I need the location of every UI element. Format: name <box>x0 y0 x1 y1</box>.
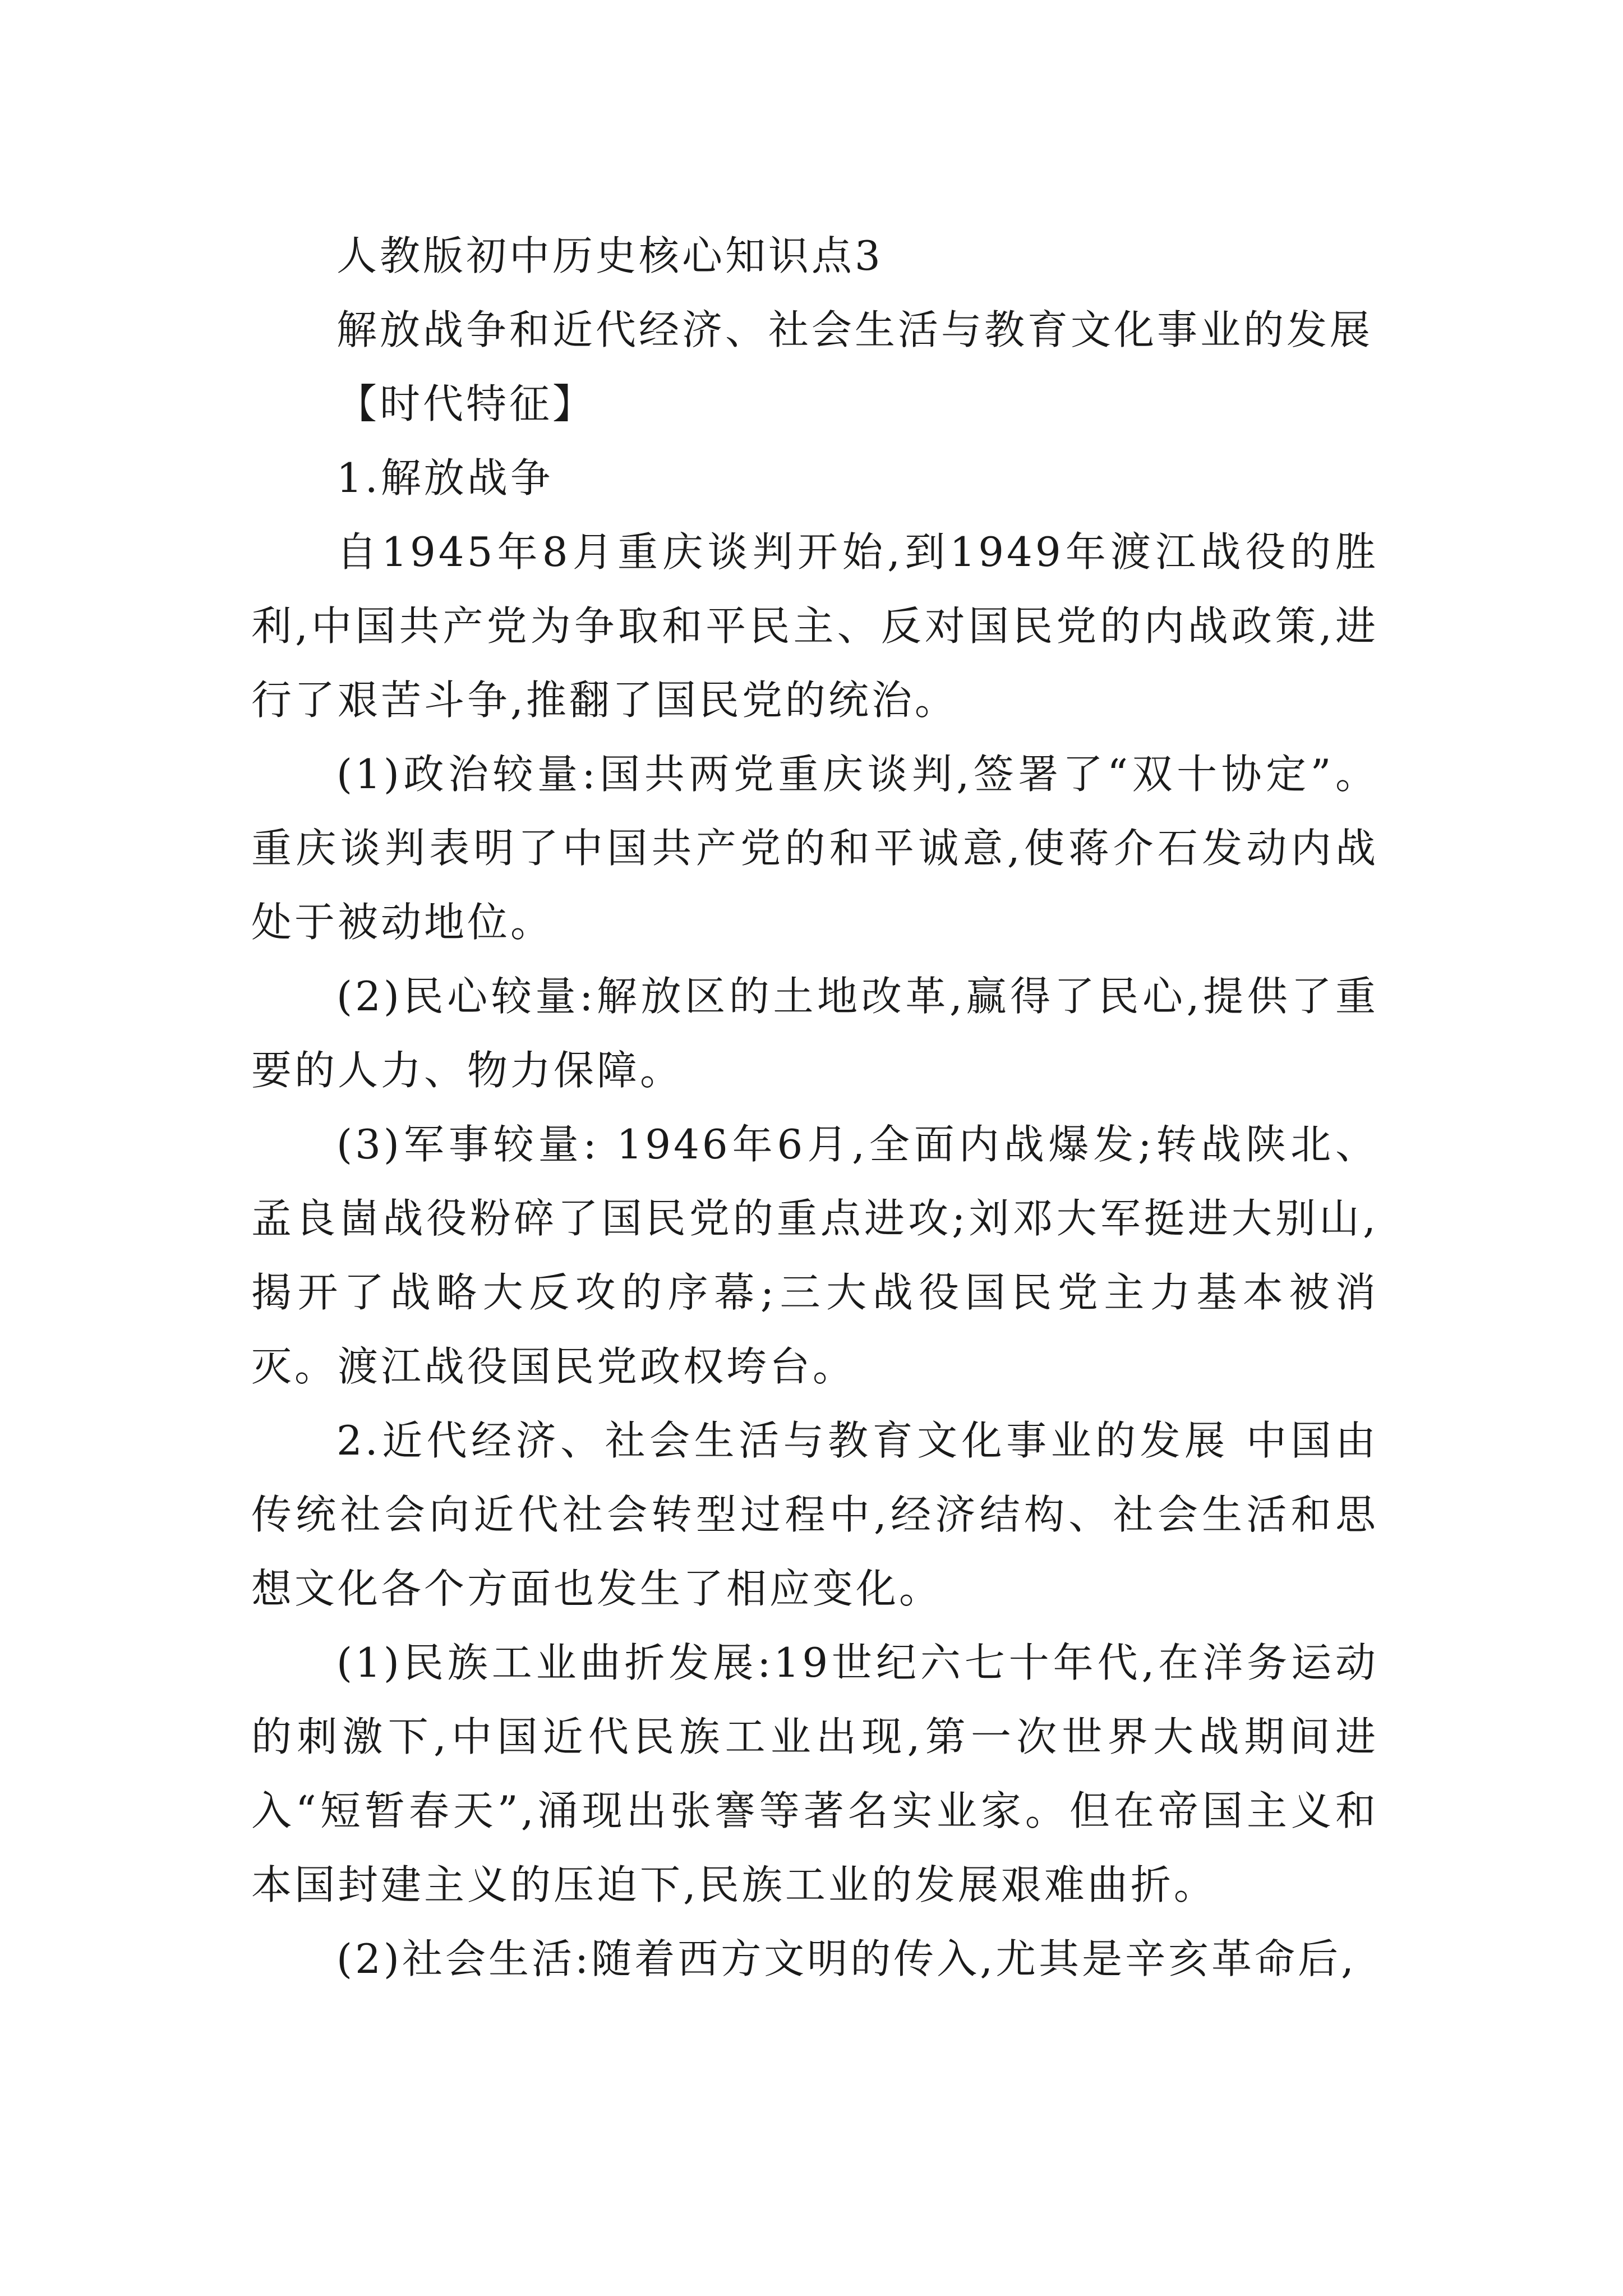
section-heading: 【时代特征】 <box>336 380 596 427</box>
paragraph-modern-development: 2.近代经济、社会生活与教育文化事业的发展 中国由传统社会向近代社会转型过程中,经济结构、社会生活和思想文化各个方面也发生了相应变化。 <box>251 1417 1378 1612</box>
paragraph-popular-support: (2)民心较量:解放区的土地改革,赢得了民心,提供了重要的人力、物力保障。 <box>251 973 1378 1094</box>
document-body <box>251 219 1378 1996</box>
paragraph-political-contest: (1)政治较量:国共两党重庆谈判,签署了“双十协定”。重庆谈判表明了中国共产党的和平诚意,使蒋介石发动内战处于被动地位。 <box>251 751 1378 946</box>
document-title: 解放战争和近代经济、社会生活与教育文化事业的发展 <box>336 306 1373 353</box>
document-header-line: 人教版初中历史核心知识点3 <box>336 232 883 279</box>
paragraph-national-industry: (1)民族工业曲折发展:19世纪六七十年代,在洋务运动的刺激下,中国近代民族工业出现,第一次世界大战期间进入“短暂春天”,涌现出张謇等著名实业家。但在帝国主义和本国封建主义的压迫下,民族工业的发展艰难曲折。 <box>251 1639 1378 1908</box>
paragraph-war-overview: 自1945年8月重庆谈判开始,到1949年渡江战役的胜利,中国共产党为争取和平民主、反对国民党的内战政策,进行了艰苦斗争,推翻了国民党的统治。 <box>251 528 1378 724</box>
paragraph-social-life: (2)社会生活:随着西方文明的传入,尤其是辛亥革命后, <box>336 1935 1357 1982</box>
paragraph-military-contest: (3)军事较量: 1946年6月,全面内战爆发;转战陕北、孟良崮战役粉碎了国民党的重点进攻;刘邓大军挺进大别山,揭开了战略大反攻的序幕;三大战役国民党主力基本被消灭。渡江战役国民党政权垮台。 <box>251 1121 1378 1390</box>
subheading-liberation-war: 1.解放战争 <box>336 454 554 501</box>
